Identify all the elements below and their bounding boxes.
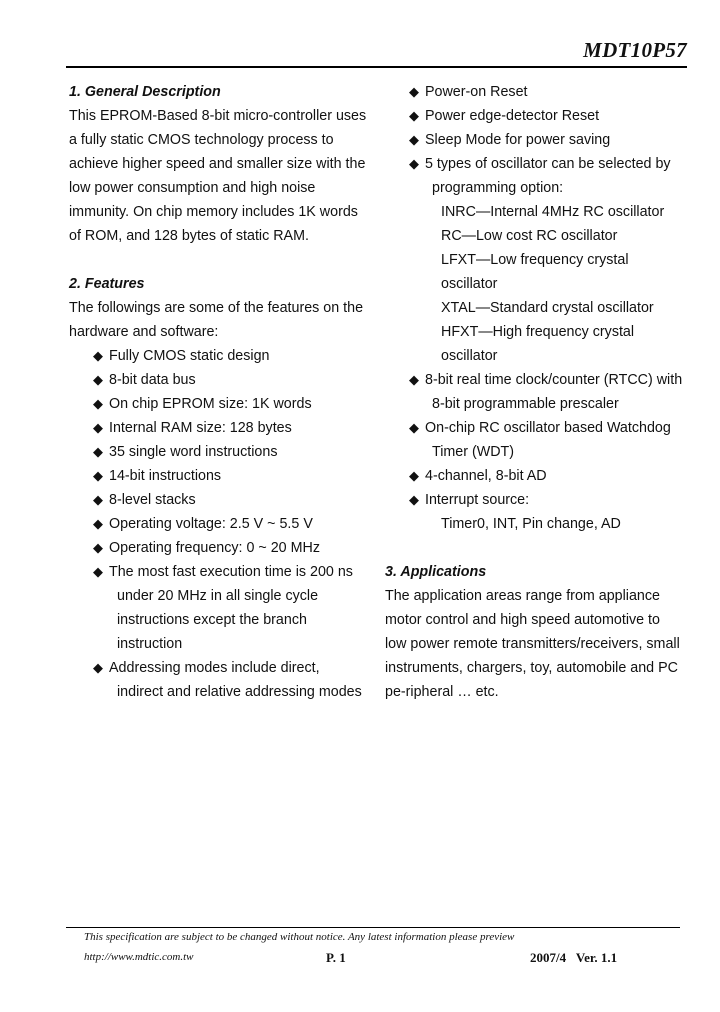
list-item: ◆ 4-channel, 8-bit AD [385,464,695,488]
features-list [69,344,374,704]
list-item: ◆ Fully CMOS static design [69,344,374,368]
left-column [69,80,374,704]
general-description-paragraph [69,104,374,248]
footer-version: Ver. 1.1 [575,950,618,965]
list-item-continuation: 8-bit programmable prescaler [432,396,619,412]
list-item: ◆ 8-bit data bus [69,368,374,392]
diamond-bullet-icon: ◆ [93,444,103,459]
paragraph-line: The application areas range from appliance [385,588,660,604]
diamond-bullet-icon: ◆ [93,492,103,507]
paragraph-line: This EPROM-Based 8-bit micro-controller uses [69,108,367,124]
paragraph-line: low power remote transmitters/receivers, small [385,636,680,652]
diamond-bullet-icon: ◆ [409,372,419,387]
diamond-bullet-icon: ◆ [409,132,419,147]
diamond-bullet-icon: ◆ [93,540,103,555]
list-item: ◆ The most fast execution time is 200 ns [69,560,374,584]
list-item-continuation: programming option: [432,180,564,196]
list-item: ◆ Addressing modes include direct, [69,656,374,680]
section-general-description-heading: 1. General Description [69,84,221,100]
diamond-bullet-icon: ◆ [93,660,103,675]
page-number: P. 1 [326,950,346,965]
footer-date-version [530,950,617,966]
features-intro-line: hardware and software: [69,324,219,340]
paragraph-line: immunity. On chip memory includes 1K words [69,204,358,220]
list-item-continuation: instructions except the branch [117,612,307,628]
applications-paragraph [385,584,695,704]
footer-url: http://www.mdtic.com.tw [84,951,194,963]
list-item: ◆ Power edge-detector Reset [385,104,695,128]
right-column [385,80,695,704]
section-applications-heading: 3. Applications [385,564,487,580]
diamond-bullet-icon: ◆ [93,468,103,483]
diamond-bullet-icon: ◆ [93,420,103,435]
footer-date: 2007/4 [530,950,567,965]
list-item: ◆ Operating frequency: 0 ~ 20 MHz [69,536,374,560]
diamond-bullet-icon: ◆ [93,348,103,363]
list-item: ◆ Sleep Mode for power saving [385,128,695,152]
diamond-bullet-icon: ◆ [409,420,419,435]
diamond-bullet-icon: ◆ [93,564,103,579]
list-item: ◆ 35 single word instructions [69,440,374,464]
list-item: ◆ 5 types of oscillator can be selected by [385,152,695,176]
list-item: ◆ On-chip RC oscillator based Watchdog [385,416,695,440]
spacer [385,536,695,560]
list-item: ◆ Interrupt source: [385,488,695,512]
paragraph-line: instruments, chargers, toy, automobile and PC [385,660,678,676]
list-item-continuation: under 20 MHz in all single cycle [117,588,319,604]
diamond-bullet-icon: ◆ [409,492,419,507]
list-item: ◆ Operating voltage: 2.5 V ~ 5.5 V [69,512,374,536]
list-item: ◆ On chip EPROM size: 1K words [69,392,374,416]
paragraph-line: a fully static CMOS technology process to [69,132,334,148]
diamond-bullet-icon: ◆ [93,372,103,387]
section-features-heading: 2. Features [69,276,145,292]
diamond-bullet-icon: ◆ [409,84,419,99]
oscillator-option: LFXT—Low frequency crystal [441,252,629,268]
diamond-bullet-icon: ◆ [409,156,419,171]
list-item: ◆ 8-bit real time clock/counter (RTCC) with [385,368,695,392]
header-rule [66,66,687,68]
list-item-continuation: indirect and relative addressing modes [117,684,362,700]
interrupt-sources: Timer0, INT, Pin change, AD [441,516,621,532]
list-item: ◆ Power-on Reset [385,80,695,104]
paragraph-line: motor control and high speed automotive to [385,612,660,628]
list-item-continuation: Timer (WDT) [432,444,515,460]
diamond-bullet-icon: ◆ [93,516,103,531]
oscillator-option: RC—Low cost RC oscillator [441,228,618,244]
features-intro-line: The followings are some of the features on the [69,300,364,316]
paragraph-line: of ROM, and 128 bytes of static RAM. [69,228,309,244]
diamond-bullet-icon: ◆ [409,108,419,123]
footer-notice: This specification are subject to be changed without notice. Any latest information please preview [84,931,515,943]
spacer [69,248,374,272]
footer-rule [66,927,680,928]
list-item: ◆ 14-bit instructions [69,464,374,488]
features-list-continued [385,80,695,536]
list-item: ◆ Internal RAM size: 128 bytes [69,416,374,440]
diamond-bullet-icon: ◆ [409,468,419,483]
oscillator-option: INRC—Internal 4MHz RC oscillator [441,204,665,220]
oscillator-option: oscillator [441,276,498,292]
document-title: MDT10P57 [583,38,687,62]
paragraph-line: achieve higher speed and smaller size with the [69,156,366,172]
oscillator-option: oscillator [441,348,498,364]
oscillator-option: HFXT—High frequency crystal [441,324,635,340]
paragraph-line: low power consumption and high noise [69,180,316,196]
paragraph-line: pe-ripheral … etc. [385,684,499,700]
oscillator-option: XTAL—Standard crystal oscillator [441,300,654,316]
diamond-bullet-icon: ◆ [93,396,103,411]
list-item: ◆ 8-level stacks [69,488,374,512]
list-item-continuation: instruction [117,636,183,652]
